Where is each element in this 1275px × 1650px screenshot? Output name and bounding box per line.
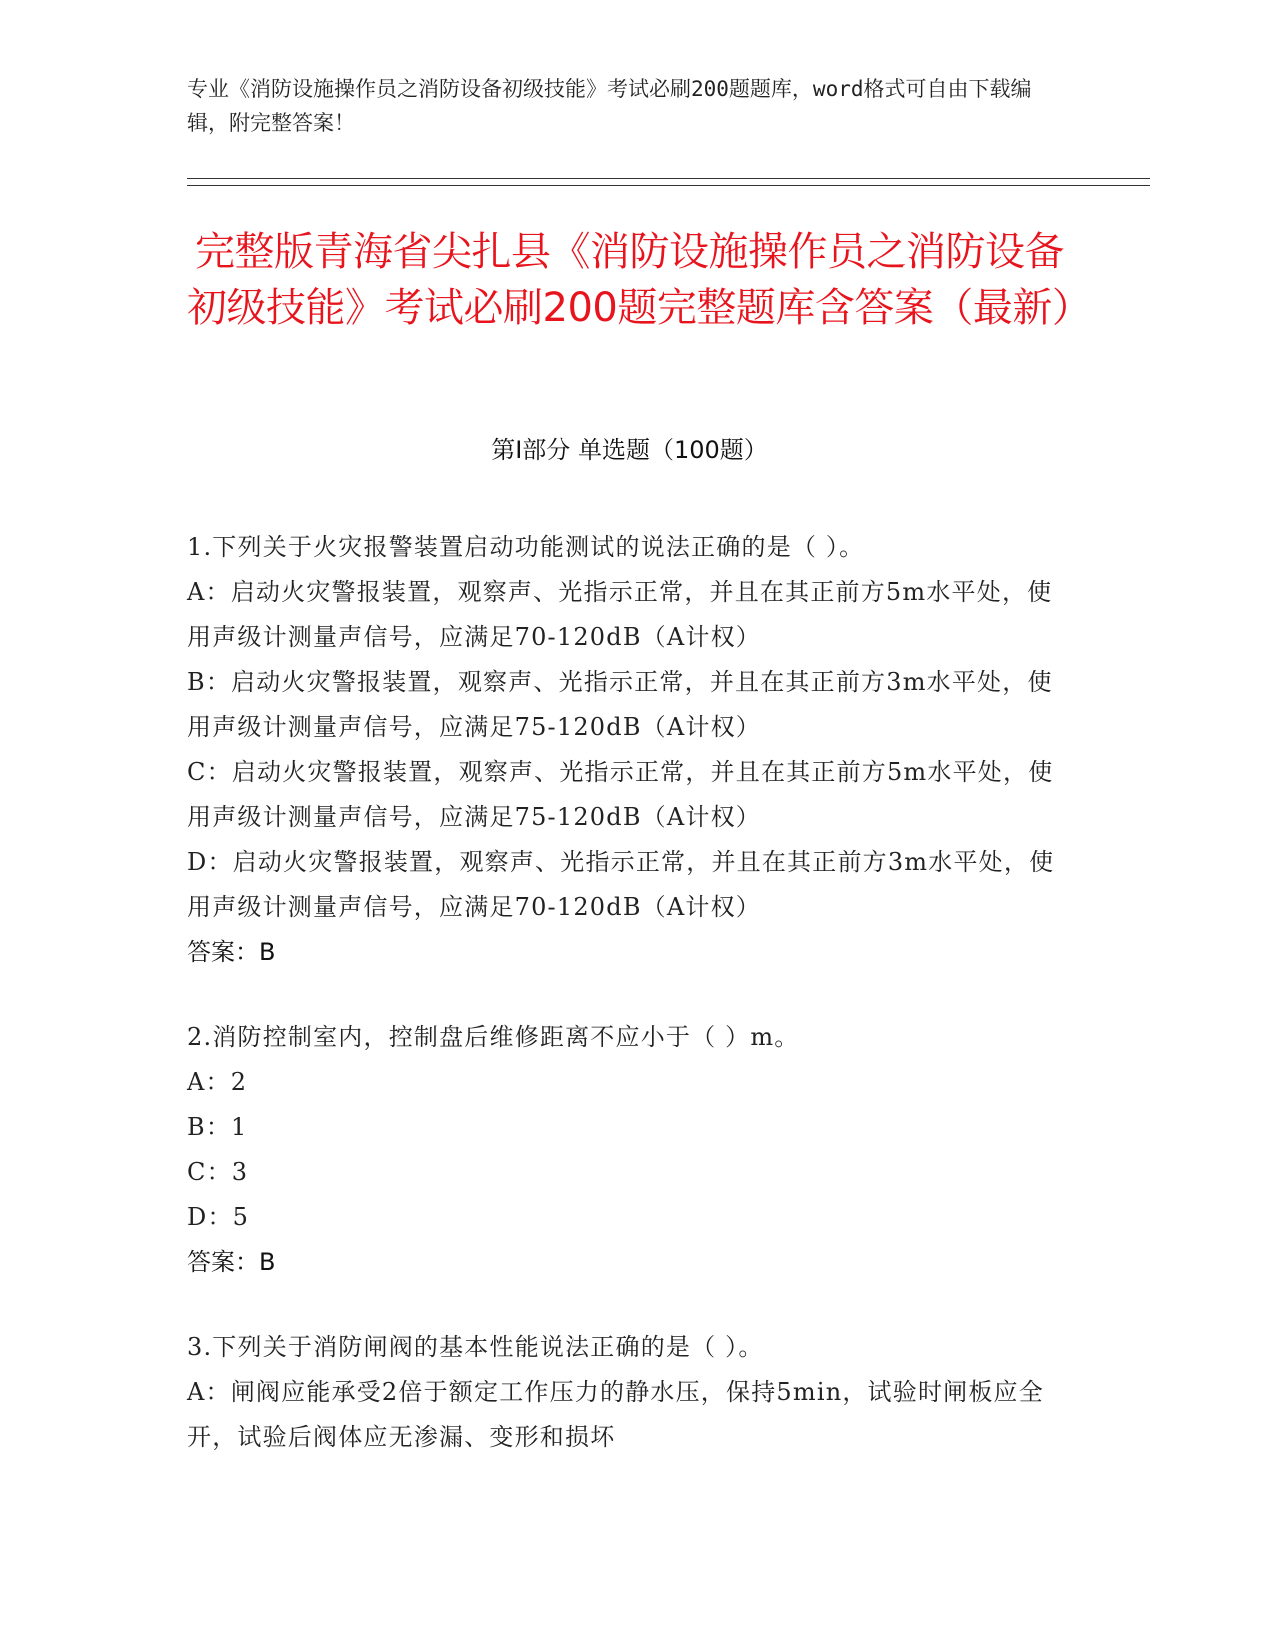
section-title: 第Ⅰ部分 单选题（100题） xyxy=(491,436,768,464)
question-answer: 答案：B xyxy=(187,1248,276,1276)
question-option-d: D：启动火灾警报装置，观察声、光指示正常，并且在其正前方3m水平处，使用声级计测量声信号，应满足70-120dB（A计权） xyxy=(187,848,1055,921)
question-stem: 2.消防控制室内，控制盘后维修距离不应小于（ ）m。 xyxy=(187,1023,800,1051)
header-note: 专业《消防设施操作员之消防设备初级技能》考试必刷200题题库，word格式可自由下载编辑，附完整答案！ xyxy=(187,77,1032,135)
question-stem: 1.下列关于火灾报警装置启动功能测试的说法正确的是（ ）。 xyxy=(187,533,865,561)
question-option-a: A：2 xyxy=(187,1068,248,1096)
question-option-a: A：闸阀应能承受2倍于额定工作压力的静水压，保持5min，试验时闸板应全开，试验后阀体应无渗漏、变形和损坏 xyxy=(187,1378,1044,1451)
question-option-c: C：3 xyxy=(187,1158,249,1186)
header-divider xyxy=(187,178,1150,186)
question-option-a: A：启动火灾警报装置，观察声、光指示正常，并且在其正前方5m水平处，使用声级计测量声信号，应满足70-120dB（A计权） xyxy=(187,578,1053,651)
question-item xyxy=(187,1015,1067,1285)
question-option-c: C：启动火灾警报装置，观察声、光指示正常，并且在其正前方5m水平处，使用声级计测量声信号，应满足75-120dB（A计权） xyxy=(187,758,1054,831)
question-answer: 答案：B xyxy=(187,938,276,966)
question-list xyxy=(187,525,1067,1500)
question-item xyxy=(187,1325,1067,1460)
question-option-b: B：1 xyxy=(187,1113,248,1141)
question-option-b: B：启动火灾警报装置，观察声、光指示正常，并且在其正前方3m水平处，使用声级计测量声信号，应满足75-120dB（A计权） xyxy=(187,668,1053,741)
document-title: 完整版青海省尖扎县《消防设施操作员之消防设备初级技能》考试必刷200题完整题库含答案（最新） xyxy=(187,229,1092,331)
question-option-d: D：5 xyxy=(187,1203,250,1231)
question-stem: 3.下列关于消防闸阀的基本性能说法正确的是（ ）。 xyxy=(187,1333,764,1361)
question-item xyxy=(187,525,1067,975)
